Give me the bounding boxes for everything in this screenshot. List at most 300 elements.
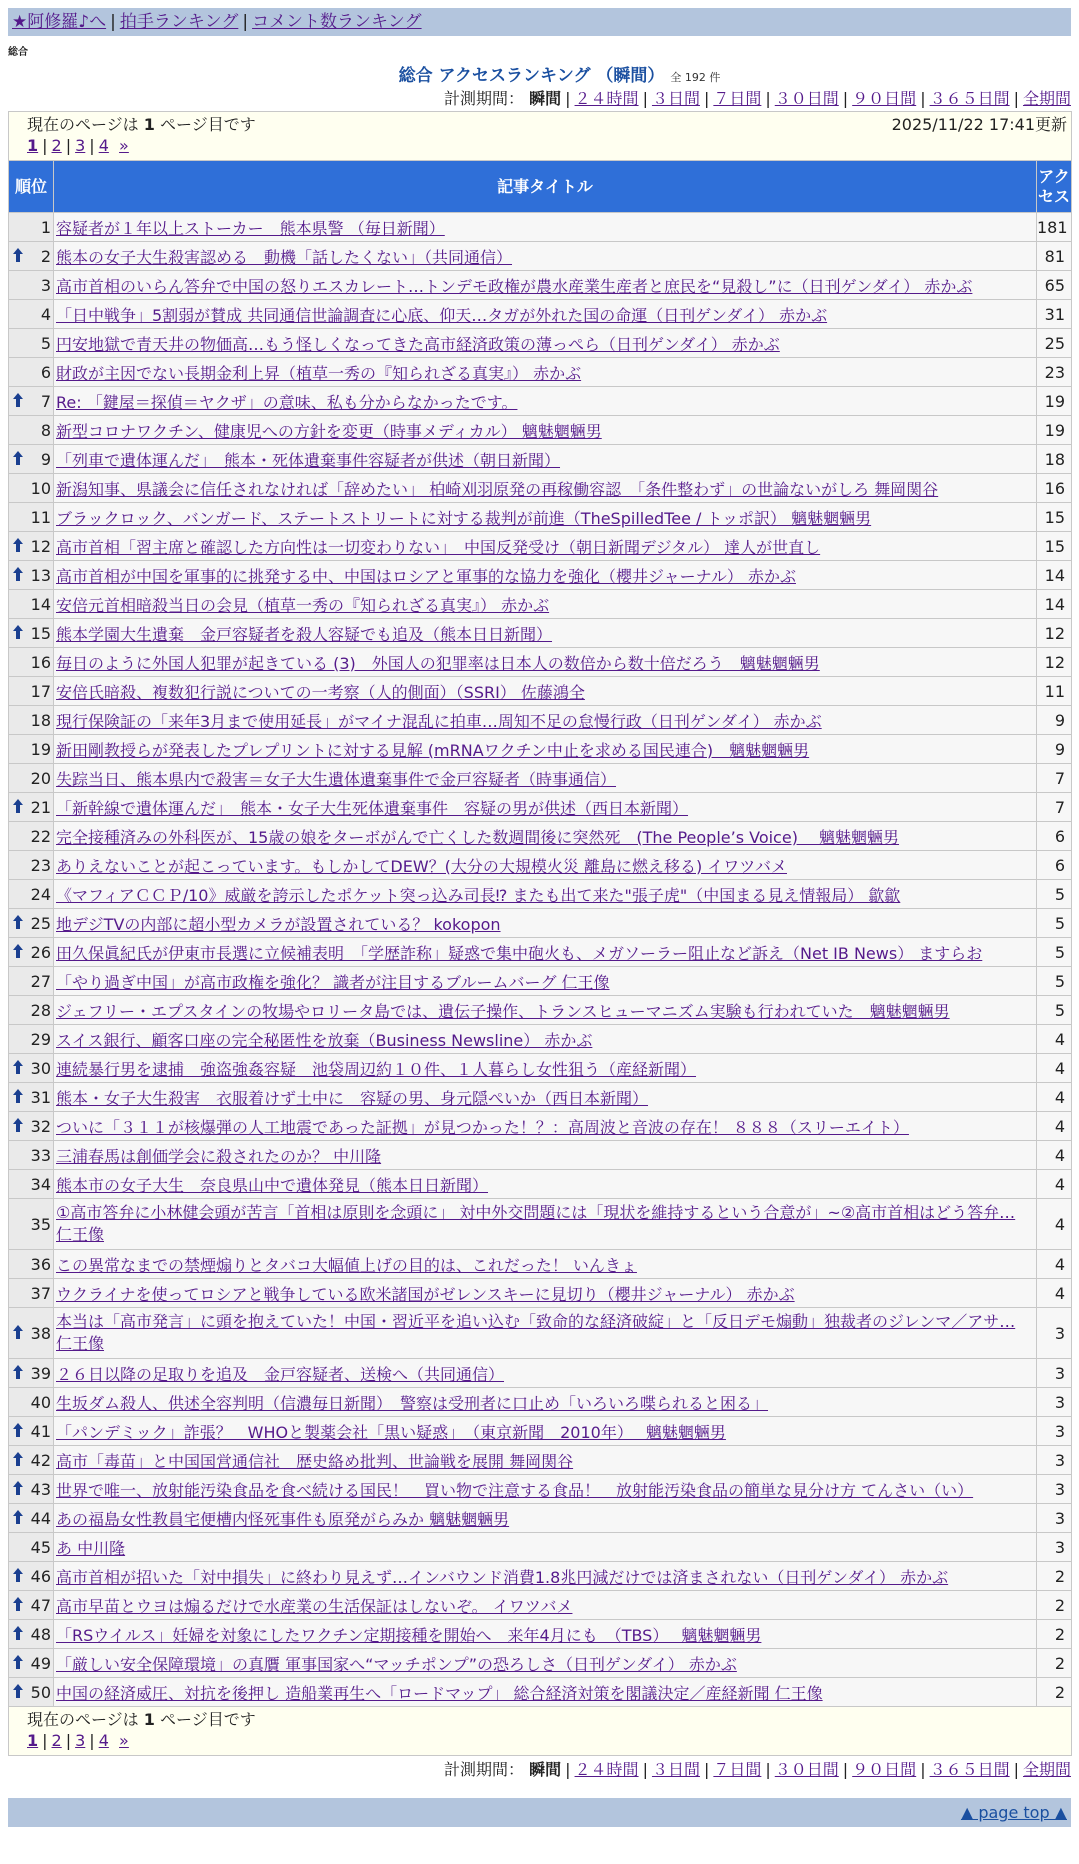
rank-number: 16	[30, 652, 51, 672]
title-cell	[54, 1279, 1037, 1308]
title-cell	[54, 648, 1037, 677]
next-page-link[interactable]: »	[119, 1731, 129, 1750]
access-count: 4	[1037, 1141, 1072, 1170]
rank-cell	[9, 706, 54, 735]
title-cell	[54, 764, 1037, 793]
rank-number: 20	[30, 768, 51, 788]
period-24h-link[interactable]: ２４時間	[574, 1760, 639, 1779]
rank-cell	[9, 967, 54, 996]
rank-cell	[9, 1620, 54, 1649]
table-row	[9, 329, 1072, 358]
title-cell	[54, 1620, 1037, 1649]
page-title: 総合 アクセスランキング （瞬間）	[398, 66, 665, 86]
table-row	[9, 474, 1072, 503]
page-1-link[interactable]: 1	[27, 136, 39, 155]
title-cell	[54, 1649, 1037, 1678]
rank-up-arrow-icon	[13, 1452, 23, 1468]
title-cell	[54, 1199, 1037, 1250]
title-cell	[54, 358, 1037, 387]
access-count: 2	[1037, 1620, 1072, 1649]
rank-up-arrow-icon	[13, 1597, 23, 1613]
access-count: 15	[1037, 532, 1072, 561]
article-link[interactable]: 生坂ダム殺人、供述全容判明（信濃毎日新聞） 警察は受刑者に口止め「いろいろ喋られると困る」	[56, 1393, 769, 1413]
title-cell	[54, 677, 1037, 706]
next-page-link[interactable]: »	[119, 136, 129, 155]
article-link[interactable]: 円安地獄で青天井の物価高…もう怪しくなってきた高市経済政策の薄っぺら（日刊ゲンダイ） 赤かぶ	[56, 334, 780, 354]
rank-cell	[9, 793, 54, 822]
rank-cell	[9, 561, 54, 590]
title-cell	[54, 213, 1037, 242]
table-row	[9, 1250, 1072, 1279]
period-365d-link[interactable]: ３６５日間	[929, 1760, 1010, 1779]
rank-cell	[9, 880, 54, 909]
period-all-link[interactable]: 全期間	[1022, 89, 1071, 108]
rank-number: 21	[30, 797, 51, 817]
rank-cell	[9, 1388, 54, 1417]
rank-number: 45	[30, 1537, 51, 1557]
title-cell	[54, 300, 1037, 329]
rank-number: 35	[30, 1214, 51, 1234]
rank-up-arrow-icon	[13, 1510, 23, 1526]
article-link[interactable]: 現行保険証の「来年3月まで使用延長」がマイナ混乱に拍車…周知不足の怠慢行政（日刊ゲンダイ） 赤かぶ	[56, 711, 822, 731]
table-row	[9, 1504, 1072, 1533]
table-row	[9, 1591, 1072, 1620]
rank-number: 5	[40, 333, 51, 353]
access-count: 181	[1037, 213, 1072, 242]
rank-cell	[9, 532, 54, 561]
access-count: 14	[1037, 590, 1072, 619]
period-current: 瞬間	[529, 1760, 562, 1779]
title-cell	[54, 1678, 1037, 1707]
access-count: 3	[1037, 1446, 1072, 1475]
table-row	[9, 1054, 1072, 1083]
title-cell	[54, 474, 1037, 503]
rank-cell	[9, 300, 54, 329]
access-count: 3	[1037, 1308, 1072, 1359]
rank-up-arrow-icon	[13, 1568, 23, 1584]
article-link[interactable]: 新潟知事、県議会に信任されなければ「辞めたい」 柏崎刈羽原発の再稼働容認 「条件整わず」の世論ないがしろ 舞岡関谷	[56, 479, 939, 499]
rank-up-arrow-icon	[13, 1089, 23, 1105]
rank-number: 31	[30, 1087, 51, 1107]
title-cell	[54, 1533, 1037, 1562]
table-row	[9, 1279, 1072, 1308]
article-link[interactable]: 「列車で遺体運んだ」 熊本・死体遺棄事件容疑者が供述（朝日新聞）	[56, 450, 561, 470]
rank-cell	[9, 1533, 54, 1562]
article-link[interactable]: 財政が主因でない長期金利上昇（植草一秀の『知られざる真実』） 赤かぶ	[56, 363, 582, 383]
article-link[interactable]: 「RSウイルス」妊婦を対象にしたワクチン定期接種を開始へ 来年4月にも （TBS） 魑魅魍魎男	[56, 1625, 762, 1645]
rank-number: 12	[30, 536, 51, 556]
article-link[interactable]: 連続暴行男を逮捕 強盗強姦容疑 池袋周辺約１０件、１人暮らし女性狙う（産経新聞）	[56, 1059, 697, 1079]
rank-number: 10	[30, 478, 51, 498]
rank-cell	[9, 996, 54, 1025]
rank-cell	[9, 1308, 54, 1359]
access-count: 12	[1037, 648, 1072, 677]
table-row	[9, 1533, 1072, 1562]
rank-number: 30	[30, 1058, 51, 1078]
rank-cell	[9, 1279, 54, 1308]
access-count: 3	[1037, 1388, 1072, 1417]
table-row	[9, 1620, 1072, 1649]
page-2-link[interactable]: 2	[51, 136, 62, 155]
access-count: 5	[1037, 880, 1072, 909]
comment-ranking-link[interactable]: コメント数ランキング	[252, 12, 422, 32]
rank-number: 46	[30, 1566, 51, 1586]
rank-cell	[9, 1170, 54, 1199]
article-link[interactable]: 完全接種済みの外科医が、15歳の娘をターボがんで亡くした数週間後に突然死 (The People’s Voice) 魑魅魍魎男	[56, 827, 900, 847]
table-row	[9, 851, 1072, 880]
access-count: 3	[1037, 1359, 1072, 1388]
rank-number: 18	[30, 710, 51, 730]
table-row	[9, 764, 1072, 793]
title-cell	[54, 387, 1037, 416]
access-count: 4	[1037, 1025, 1072, 1054]
access-count: 4	[1037, 1170, 1072, 1199]
title-cell	[54, 329, 1037, 358]
access-count: 5	[1037, 938, 1072, 967]
article-link[interactable]: スイス銀行、顧客口座の完全秘匿性を放棄（Business Newsline） 赤かぶ	[56, 1030, 593, 1050]
article-link[interactable]: 失踪当日、熊本県内で殺害＝女子大生遺体遺棄事件で金戸容疑者（時事通信）	[56, 769, 617, 789]
rank-number: 39	[30, 1363, 51, 1383]
top-nav	[8, 8, 1071, 36]
article-link[interactable]: ジェフリー・エプスタインの牧場やロリータ島では、遺伝子操作、トランスヒューマニズム実験も行われていた 魑魅魍魎男	[56, 1001, 950, 1021]
access-count: 5	[1037, 967, 1072, 996]
title-cell	[54, 1388, 1037, 1417]
article-link[interactable]: ブラックロック、バンガード、ステートストリートに対する裁判が前進（TheSpilledTee / トッポ訳） 魑魅魍魎男	[56, 508, 872, 528]
title-row	[8, 65, 1071, 87]
rank-cell	[9, 648, 54, 677]
title-cell	[54, 1054, 1037, 1083]
article-link[interactable]: Re: 「鍵屋＝探偵＝ヤクザ」の意味、私も分からなかったです。	[56, 392, 518, 412]
title-cell	[54, 445, 1037, 474]
title-cell	[54, 619, 1037, 648]
article-link[interactable]: 安倍元首相暗殺当日の会見（植草一秀の『知られざる真実』） 赤かぶ	[56, 595, 550, 615]
article-link[interactable]: 世界で唯一、放射能汚染食品を食べ続ける国民！ 買い物で注意する食品！ 放射能汚染食品の簡単な見分け方 てんさい（い）	[56, 1480, 974, 1500]
rank-number: 41	[30, 1421, 51, 1441]
rank-number: 32	[30, 1116, 51, 1136]
ranking-rows	[9, 213, 1072, 1707]
rank-up-arrow-icon	[13, 915, 23, 931]
rank-number: 6	[40, 362, 51, 382]
table-row	[9, 1199, 1072, 1250]
rank-cell	[9, 358, 54, 387]
table-row	[9, 1475, 1072, 1504]
rank-number: 42	[30, 1450, 51, 1470]
article-link[interactable]: 熊本学園大生遺棄 金戸容疑者を殺人容疑でも追及（熊本日日新聞）	[56, 624, 553, 644]
title-cell	[54, 271, 1037, 300]
period-current: 瞬間	[529, 89, 562, 108]
title-cell	[54, 1359, 1037, 1388]
article-link[interactable]: 《マフィアＣＣＰ/10》威厳を誇示したポケット突っ込み司長⁉ またも出て来た"張子虎"（中国まる見え情報局） 歙歙	[56, 885, 901, 905]
article-link[interactable]: 高市首相のいらん答弁で中国の怒りエスカレート…トンデモ政権が農水産業生産者と庶民を“見殺し”に（日刊ゲンダイ） 赤かぶ	[56, 276, 973, 296]
title-cell	[54, 996, 1037, 1025]
rank-cell	[9, 1446, 54, 1475]
article-link[interactable]: 「新幹線で遺体運んだ」 熊本・女子大生死体遺棄事件 容疑の男が供述（西日本新聞）	[56, 798, 689, 818]
rank-number: 14	[30, 594, 51, 614]
access-count: 2	[1037, 1678, 1072, 1707]
table-row	[9, 358, 1072, 387]
rank-up-arrow-icon	[13, 567, 23, 583]
rank-cell	[9, 1562, 54, 1591]
table-row	[9, 242, 1072, 271]
period-all-link[interactable]: 全期間	[1022, 1760, 1071, 1779]
home-link[interactable]: ★阿修羅♪へ	[12, 12, 107, 32]
rank-number: 49	[30, 1653, 51, 1673]
period-90d-link[interactable]: ９０日間	[852, 89, 917, 108]
title-cell	[54, 1083, 1037, 1112]
rank-cell	[9, 851, 54, 880]
rank-number: 23	[30, 855, 51, 875]
article-link[interactable]: ウクライナを使ってロシアと戦争している欧米諸国がゼレンスキーに見切り（櫻井ジャーナル） 赤かぶ	[56, 1284, 795, 1304]
rank-number: 13	[30, 565, 51, 585]
rank-number: 38	[30, 1323, 51, 1343]
access-count: 5	[1037, 909, 1072, 938]
title-cell	[54, 561, 1037, 590]
access-count: 3	[1037, 1533, 1072, 1562]
rank-number: 1	[40, 217, 51, 237]
period-7d-link[interactable]: ７日間	[713, 89, 762, 108]
page-4-link[interactable]: 4	[98, 1731, 109, 1750]
rank-cell	[9, 822, 54, 851]
rank-up-arrow-icon	[13, 944, 23, 960]
rank-up-arrow-icon	[13, 393, 23, 409]
article-link[interactable]: ついに「３１１が核爆弾の人工地震であった証拠」が見つかった！？：高周波と音波の存在！ ８８８（スリーエイト）	[56, 1117, 909, 1137]
table-row	[9, 735, 1072, 764]
rank-number: 19	[30, 739, 51, 759]
article-link[interactable]: この異常なまでの禁煙煽りとタバコ大幅値上げの目的は、これだった！ いんきょ	[56, 1255, 637, 1275]
table-row	[9, 938, 1072, 967]
title-cell	[54, 1112, 1037, 1141]
title-cell	[54, 909, 1037, 938]
page-4-link[interactable]: 4	[98, 136, 109, 155]
article-link[interactable]: ２６日以降の足取りを追及 金戸容疑者、送検へ（共同通信）	[56, 1364, 505, 1384]
period-7d-link[interactable]: ７日間	[713, 1760, 762, 1779]
rank-cell	[9, 735, 54, 764]
rank-up-arrow-icon	[13, 451, 23, 467]
article-link[interactable]: ①高市答弁に小林健会頭が苦言「首相は原則を念頭に」 対中外交問題には「現状を維持するという合意が」~②高市首相はどう答弁… 仁王像	[56, 1203, 1016, 1244]
article-link[interactable]: 田久保眞紀氏が伊東市長選に立候補表明 「学歴詐称」疑惑で集中砲火も、メガソーラー阻止など訴え（Net IB News） ますらお	[56, 943, 983, 963]
period-24h-link[interactable]: ２４時間	[574, 89, 639, 108]
article-link[interactable]: 高市首相が中国を軍事的に挑発する中、中国はロシアと軍事的な協力を強化（櫻井ジャーナル） 赤かぶ	[56, 566, 796, 586]
title-header: 記事タイトル	[54, 161, 1037, 213]
rank-cell	[9, 1591, 54, 1620]
article-link[interactable]: 地デジTVの内部に超小型カメラが設置されている？ kokopon	[56, 914, 501, 934]
rank-number: 40	[30, 1392, 51, 1412]
article-link[interactable]: 三浦春馬は創価学会に殺されたのか？ 中川隆	[56, 1146, 382, 1166]
rank-cell	[9, 677, 54, 706]
rank-number: 29	[30, 1029, 51, 1049]
page-status: 現在のページは 1 ページ目です	[27, 1710, 256, 1729]
rank-cell	[9, 938, 54, 967]
access-count: 9	[1037, 735, 1072, 764]
rank-number: 2	[40, 246, 51, 266]
clap-ranking-link[interactable]: 拍手ランキング	[119, 12, 239, 32]
access-count: 14	[1037, 561, 1072, 590]
page-1-link[interactable]: 1	[27, 1731, 39, 1750]
rank-number: 50	[30, 1682, 51, 1702]
article-link[interactable]: 「日中戦争」5割弱が賛成 共同通信世論調査に心底、仰天…タガが外れた国の命運（日刊ゲンダイ） 赤かぶ	[56, 305, 828, 325]
article-link[interactable]: 新田剛教授らが発表したプレプリントに対する見解 (mRNAワクチン中止を求める国民連合) 魑魅魍魎男	[56, 740, 810, 760]
rank-up-arrow-icon	[13, 1365, 23, 1381]
article-link[interactable]: ありえないことが起こっています。もしかしてDEW？(大分の大規模火災 離島に燃え移る) イワツバメ	[56, 856, 787, 876]
rank-number: 9	[40, 449, 51, 469]
table-row	[9, 1562, 1072, 1591]
rank-up-arrow-icon	[13, 248, 23, 264]
table-row	[9, 1308, 1072, 1359]
rank-number: 7	[40, 391, 51, 411]
access-count: 65	[1037, 271, 1072, 300]
period-label: 計測期間：	[444, 89, 525, 108]
title-cell	[54, 822, 1037, 851]
title-cell	[54, 242, 1037, 271]
table-row	[9, 561, 1072, 590]
rank-cell	[9, 1475, 54, 1504]
access-count: 18	[1037, 445, 1072, 474]
page-2-link[interactable]: 2	[51, 1731, 62, 1750]
access-count: 4	[1037, 1112, 1072, 1141]
rank-number: 47	[30, 1595, 51, 1615]
rank-cell	[9, 242, 54, 271]
table-row	[9, 648, 1072, 677]
access-count: 81	[1037, 242, 1072, 271]
rank-cell	[9, 1199, 54, 1250]
article-link[interactable]: 高市「毒苗」と中国国営通信社 歴史絡め批判、世論戦を展開 舞岡関谷	[56, 1451, 574, 1471]
rank-cell	[9, 1359, 54, 1388]
table-row	[9, 1112, 1072, 1141]
access-count: 3	[1037, 1504, 1072, 1533]
table-row	[9, 590, 1072, 619]
access-count: 9	[1037, 706, 1072, 735]
article-link[interactable]: 安倍氏暗殺、複数犯行説についての一考察（人的側面）（SSRI） 佐藤鴻全	[56, 682, 585, 702]
title-cell	[54, 503, 1037, 532]
access-count: 6	[1037, 851, 1072, 880]
article-link[interactable]: 熊本市の女子大生 奈良県山中で遺体発見（熊本日日新聞）	[56, 1175, 489, 1195]
rank-cell	[9, 474, 54, 503]
rank-number: 25	[30, 913, 51, 933]
rank-up-arrow-icon	[13, 799, 23, 815]
rank-number: 48	[30, 1624, 51, 1644]
article-link[interactable]: 本当は「高市発言」に頭を抱えていた！中国・習近平を追い込む「致命的な経済破綻」と「反日デモ煽動」独裁者のジレンマ／アサ… 仁王像	[56, 1312, 1016, 1353]
table-row	[9, 387, 1072, 416]
rank-cell	[9, 503, 54, 532]
article-link[interactable]: 新型コロナワクチン、健康児への方針を変更（時事メディカル） 魑魅魍魎男	[56, 421, 602, 441]
rank-up-arrow-icon	[13, 1684, 23, 1700]
rank-number: 26	[30, 942, 51, 962]
page-top-link[interactable]: ▲ page top ▲	[960, 1803, 1067, 1822]
title-cell	[54, 1250, 1037, 1279]
table-row	[9, 619, 1072, 648]
rank-number: 24	[30, 884, 51, 904]
rank-cell	[9, 1678, 54, 1707]
rank-cell	[9, 1141, 54, 1170]
rank-number: 15	[30, 623, 51, 643]
period-365d-link[interactable]: ３６５日間	[929, 89, 1010, 108]
title-cell	[54, 416, 1037, 445]
rank-cell	[9, 1112, 54, 1141]
ranking-table	[8, 111, 1072, 1756]
period-30d-link[interactable]: ３０日間	[774, 1760, 839, 1779]
title-cell	[54, 706, 1037, 735]
rank-cell	[9, 416, 54, 445]
article-link[interactable]: 「厳しい安全保障環境」の真贋 軍事国家へ“マッチポンプ”の恐ろしさ（日刊ゲンダイ） 赤かぶ	[56, 1654, 737, 1674]
table-row	[9, 445, 1072, 474]
rank-number: 11	[30, 507, 51, 527]
rank-cell	[9, 1504, 54, 1533]
rank-up-arrow-icon	[13, 1423, 23, 1439]
rank-up-arrow-icon	[13, 1060, 23, 1076]
article-link[interactable]: あの福島女性教員宅便槽内怪死事件も原発がらみか 魑魅魍魎男	[56, 1509, 510, 1529]
access-count: 4	[1037, 1054, 1072, 1083]
table-row	[9, 300, 1072, 329]
page-3-link[interactable]: 3	[75, 1731, 86, 1750]
title-cell	[54, 1170, 1037, 1199]
access-count: 6	[1037, 822, 1072, 851]
rank-cell	[9, 1025, 54, 1054]
title-cell	[54, 1475, 1037, 1504]
access-count: 4	[1037, 1199, 1072, 1250]
pager-top: 現在のページは 1 ページ目です 2025/11/22 17:41更新 1 | 2 | 3 | 4 »	[9, 112, 1072, 161]
updated-time: 2025/11/22 17:41更新	[891, 115, 1067, 134]
article-link[interactable]: あ 中川隆	[56, 1538, 126, 1558]
article-link[interactable]: 熊本・女子大生殺害 衣服着けず土中に 容疑の男、身元隠ぺいか（西日本新聞）	[56, 1088, 649, 1108]
rank-cell	[9, 213, 54, 242]
rank-cell	[9, 1083, 54, 1112]
nav-separator: |	[110, 12, 116, 32]
article-link[interactable]: 中国の経済威圧、対抗を後押し 造船業再生へ「ロードマップ」 総合経済対策を閣議決定／産経新聞 仁王像	[56, 1683, 823, 1703]
rank-up-arrow-icon	[13, 1325, 23, 1341]
period-30d-link[interactable]: ３０日間	[774, 89, 839, 108]
title-cell	[54, 1591, 1037, 1620]
period-3d-link[interactable]: ３日間	[651, 1760, 700, 1779]
article-link[interactable]: 毎日のように外国人犯罪が起きている (3) 外国人の犯罪率は日本人の数倍から数十倍だろう 魑魅魍魎男	[56, 653, 820, 673]
table-row	[9, 996, 1072, 1025]
article-link[interactable]: 高市首相が招いた「対中損失」に終わり見えず…インバウンド消費1.8兆円減だけでは済まされない（日刊ゲンダイ） 赤かぶ	[56, 1567, 949, 1587]
title-cell	[54, 1446, 1037, 1475]
table-row	[9, 532, 1072, 561]
title-cell	[54, 532, 1037, 561]
rank-number: 33	[30, 1145, 51, 1165]
article-link[interactable]: 高市早苗とウヨは煽るだけで水産業の生活保証はしないぞ。 イワツバメ	[56, 1596, 573, 1616]
title-cell	[54, 880, 1037, 909]
article-link[interactable]: 容疑者が１年以上ストーカー 熊本県警 （毎日新聞）	[56, 218, 445, 238]
access-count: 3	[1037, 1417, 1072, 1446]
rank-number: 3	[40, 275, 51, 295]
rank-number: 37	[30, 1283, 51, 1303]
rank-cell	[9, 329, 54, 358]
rank-cell	[9, 590, 54, 619]
period-selector-top: 計測期間： 瞬間 | ２４時間 | ３日間 | ７日間 | ３０日間 | ９０日間 | ３６５日間 | 全期間	[444, 89, 1071, 108]
period-90d-link[interactable]: ９０日間	[852, 1760, 917, 1779]
total-count: 全 192 件	[670, 71, 721, 84]
footer-bar	[8, 1798, 1071, 1827]
table-row	[9, 880, 1072, 909]
article-link[interactable]: 「やり過ぎ中国」が高市政権を強化？ 識者が注目するブルームバーグ 仁王像	[56, 972, 610, 992]
rank-cell	[9, 1250, 54, 1279]
article-link[interactable]: 「パンデミック」詐張？ WHOと製薬会社「黒い疑惑」 （東京新聞 2010年） 魑魅魍魎男	[56, 1422, 726, 1442]
access-count: 31	[1037, 300, 1072, 329]
article-link[interactable]: 熊本の女子大生殺害認める 動機「話したくない」（共同通信）	[56, 247, 513, 267]
rank-number: 44	[30, 1508, 51, 1528]
period-3d-link[interactable]: ３日間	[651, 89, 700, 108]
title-cell	[54, 793, 1037, 822]
page-3-link[interactable]: 3	[75, 136, 86, 155]
table-row	[9, 1678, 1072, 1707]
article-link[interactable]: 高市首相「習主席と確認した方向性は一切変わりない」 中国反発受け（朝日新聞デジタル） 達人が世直し	[56, 537, 821, 557]
rank-cell	[9, 271, 54, 300]
access-header: アクセス	[1037, 161, 1072, 213]
period-selector-bottom: 計測期間： 瞬間 | ２４時間 | ３日間 | ７日間 | ３０日間 | ９０日間 | ３６５日間 | 全期間	[444, 1760, 1071, 1779]
access-count: 19	[1037, 387, 1072, 416]
title-cell	[54, 735, 1037, 764]
